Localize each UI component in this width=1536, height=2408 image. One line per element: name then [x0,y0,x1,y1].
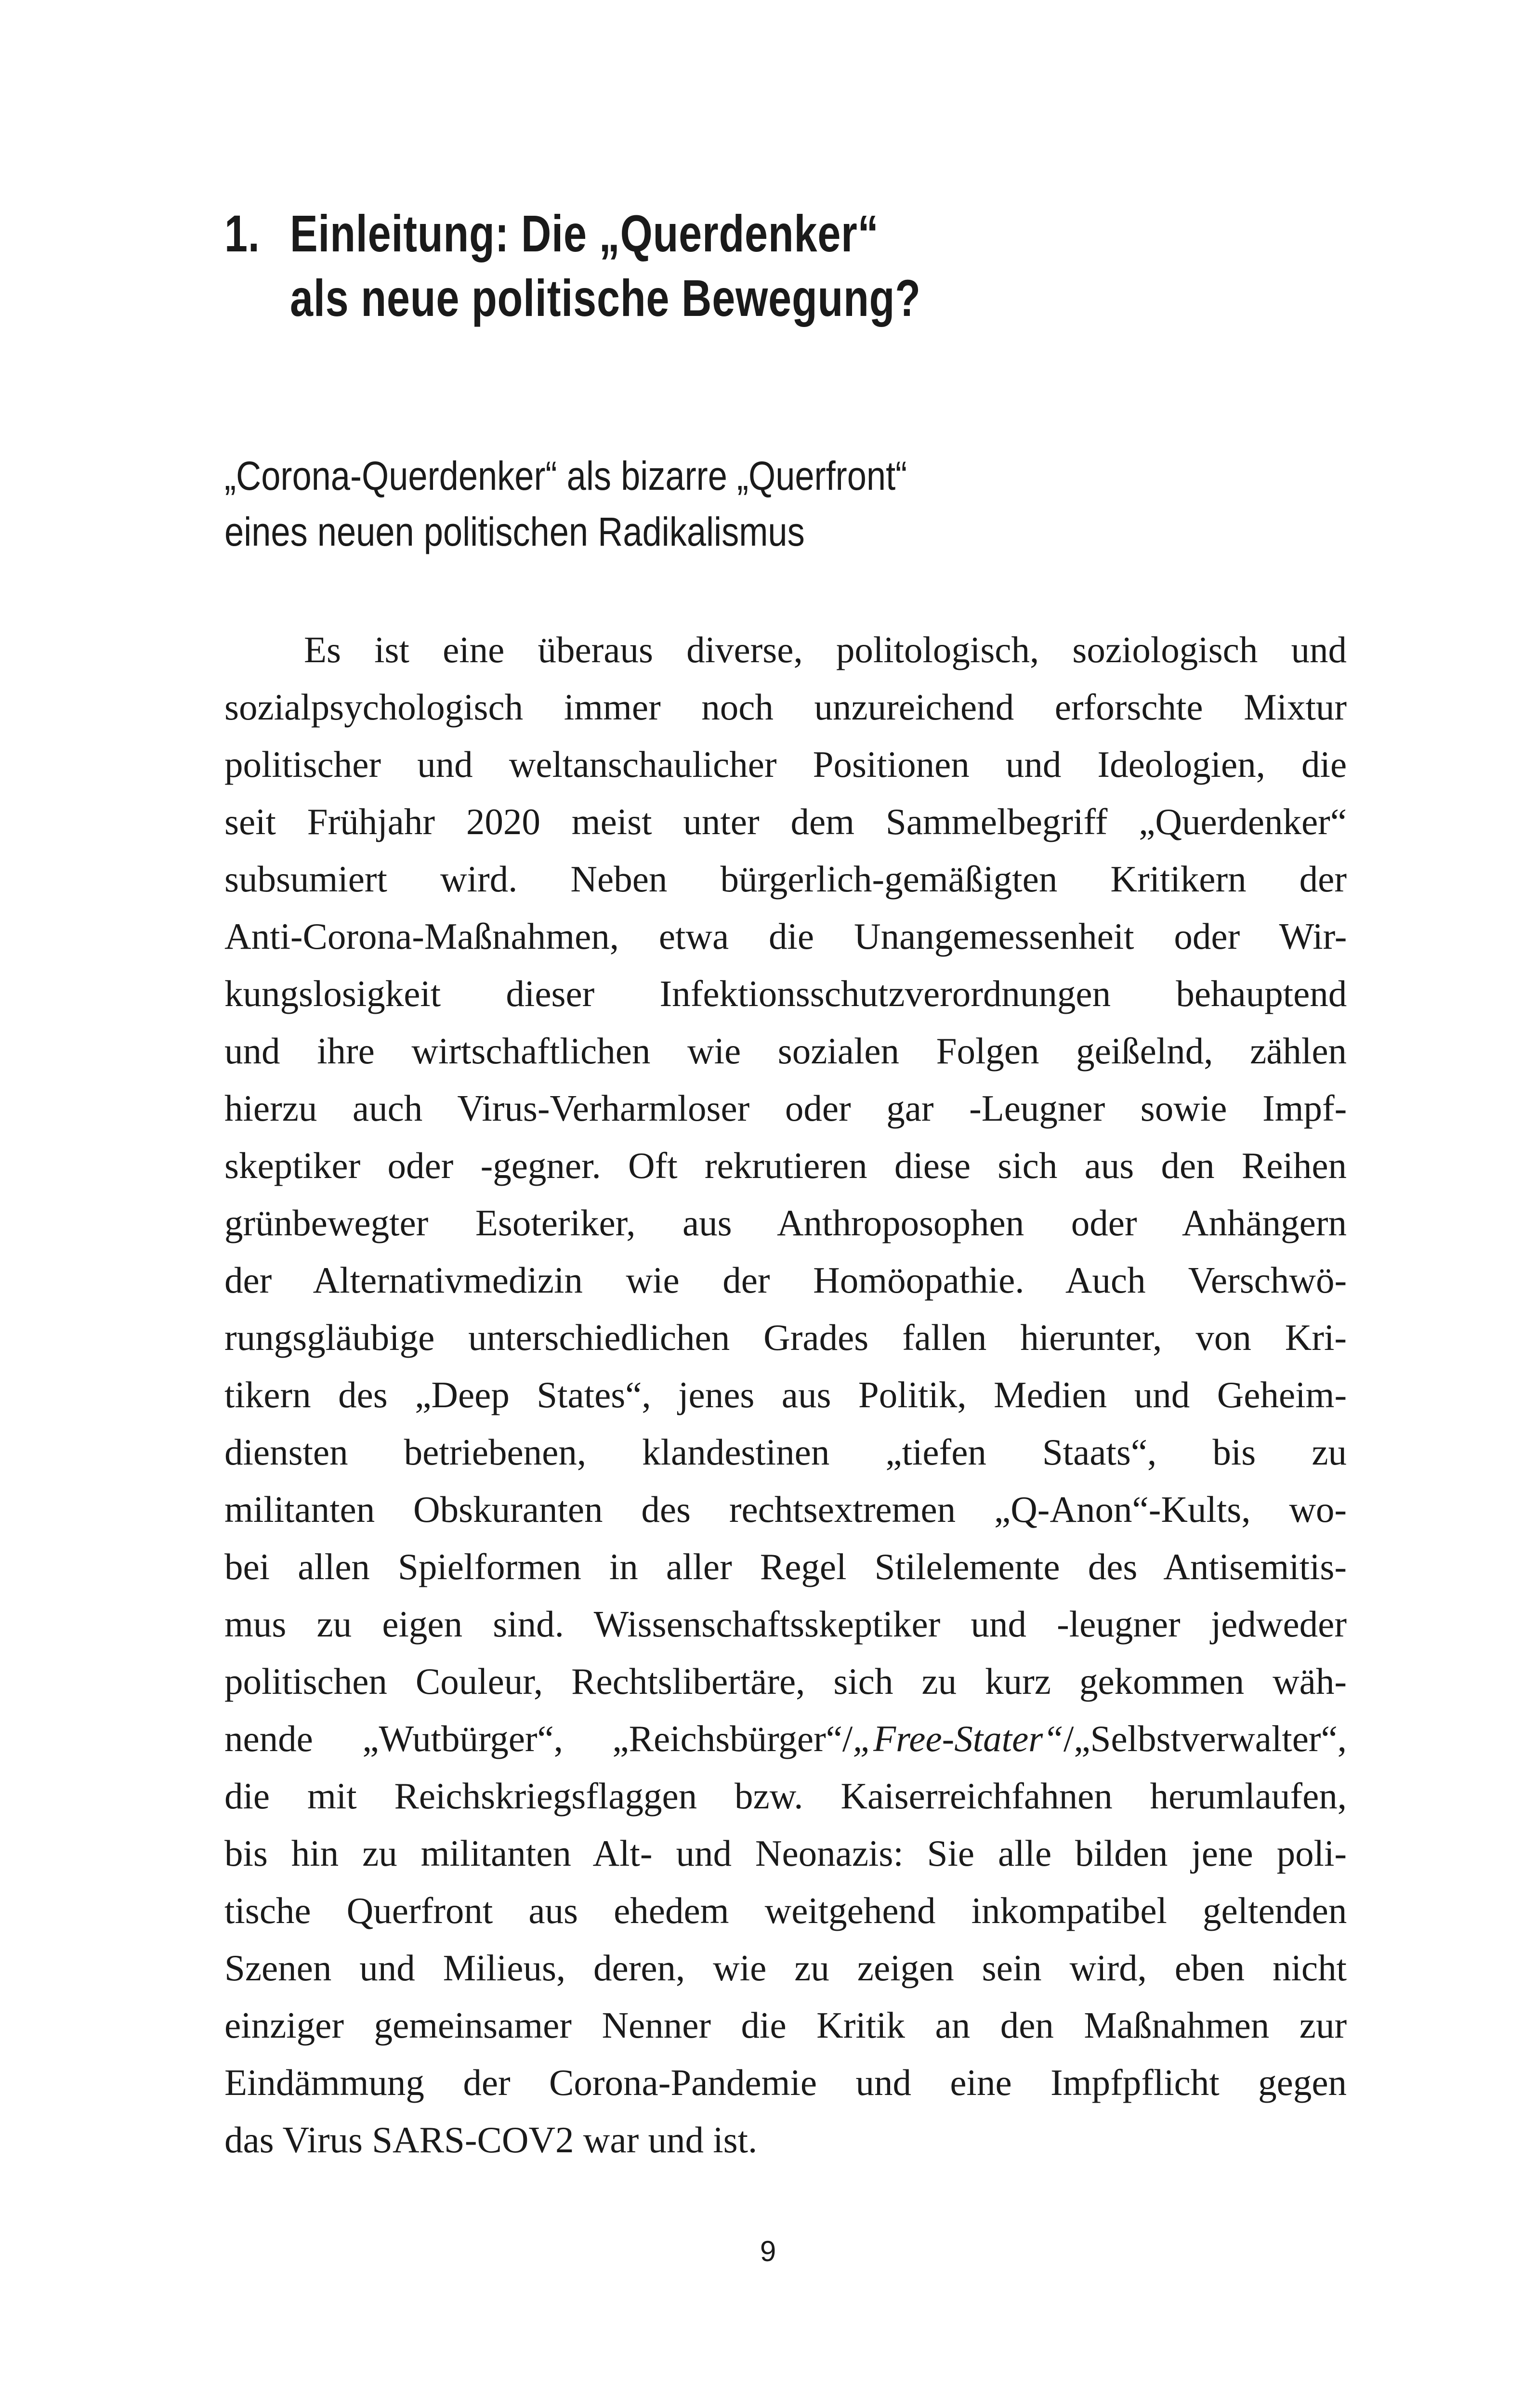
body-line: diensten betriebenen, klandestinen „tiefen Staats“, bis zu [224,1431,1347,1473]
body-line: Es ist eine überaus diverse, politologisch, soziologisch und [304,629,1347,670]
body-line: tikern des „Deep States“, jenes aus Politik, Medien und Geheim- [224,1374,1347,1415]
body-line: bei allen Spielformen in aller Regel Stilelemente des Antisemitis- [224,1546,1347,1587]
body-line: seit Frühjahr 2020 meist unter dem Sammelbegriff „Querdenker“ [224,801,1347,842]
body-line-mixed [224,1710,1347,1767]
body-line: politischer und weltanschaulicher Positionen und Ideologien, die [224,744,1347,785]
section-heading-line-1: „Corona-Querdenker“ als bizarre „Querfront“ [224,453,907,498]
body-line: mus zu eigen sind. Wissenschaftsskeptiker und -leugner jedweder [224,1603,1347,1645]
body-line-italic-segment: „Free-Stater“ [853,1718,1064,1759]
body-line-last: das Virus SARS-COV2 war und ist. [224,2119,758,2160]
body-line: militanten Obskuranten des rechtsextremen „Q-Anon“-Kults, wo- [224,1489,1347,1530]
body-line-segment: /„Selbstverwalter“, [1063,1718,1347,1759]
chapter-title-line-2: als neue politische Bewegung? [290,269,921,327]
chapter-heading [224,201,1111,330]
body-line: rungsgläubige unterschiedlichen Grades fallen hierunter, von Kri- [224,1317,1347,1358]
body-line: der Alternativmedizin wie der Homöopathie. Auch Verschwö- [224,1259,1347,1301]
body-line: Szenen und Milieus, deren, wie zu zeigen sein wird, eben nicht [224,1947,1347,1989]
body-line: politischen Couleur, Rechtslibertäre, sich zu kurz gekommen wäh- [224,1661,1347,1702]
body-line: bis hin zu militanten Alt- und Neonazis: Sie alle bilden jene poli- [224,1832,1347,1874]
body-line: kungslosigkeit dieser Infektionsschutzverordnungen behauptend [224,973,1347,1014]
section-heading [224,448,1177,560]
body-line: subsumiert wird. Neben bürgerlich-gemäßigten Kritikern der [224,858,1347,900]
body-line: Eindämmung der Corona-Pandemie und eine Impfpflicht gegen [224,2062,1347,2103]
body-line: hierzu auch Virus-Verharmloser oder gar -Leugner sowie Impf- [224,1087,1347,1129]
page-number: 9 [760,2235,776,2267]
chapter-title-line-1: Einleitung: Die „Querdenker“ [290,204,879,262]
body-line: skeptiker oder -gegner. Oft rekrutieren diese sich aus den Reihen [224,1145,1347,1186]
body-paragraph [224,621,1347,2169]
body-line: grünbewegter Esoteriker, aus Anthroposophen oder Anhängern [224,1202,1347,1243]
section-heading-line-2: eines neuen politischen Radikalismus [224,509,805,554]
body-line: einziger gemeinsamer Nenner die Kritik an den Maßnahmen zur [224,2004,1347,2046]
body-line: und ihre wirtschaftlichen wie sozialen Folgen geißelnd, zählen [224,1030,1347,1072]
body-line: die mit Reichskriegsflaggen bzw. Kaiserreichfahnen herumlaufen, [224,1775,1347,1817]
body-line: sozialpsychologisch immer noch unzureichend erforschte Mixtur [224,686,1347,728]
body-line: tische Querfront aus ehedem weitgehend inkompatibel geltenden [224,1890,1347,1931]
chapter-number: 1. [224,204,260,262]
body-line-segment: nende „Wutbürger“, „Reichsbürger“/ [224,1718,853,1759]
chapter-heading-line-1 [224,201,1111,266]
body-line: Anti-Corona-Maßnahmen, etwa die Unangemessenheit oder Wir- [224,916,1347,957]
